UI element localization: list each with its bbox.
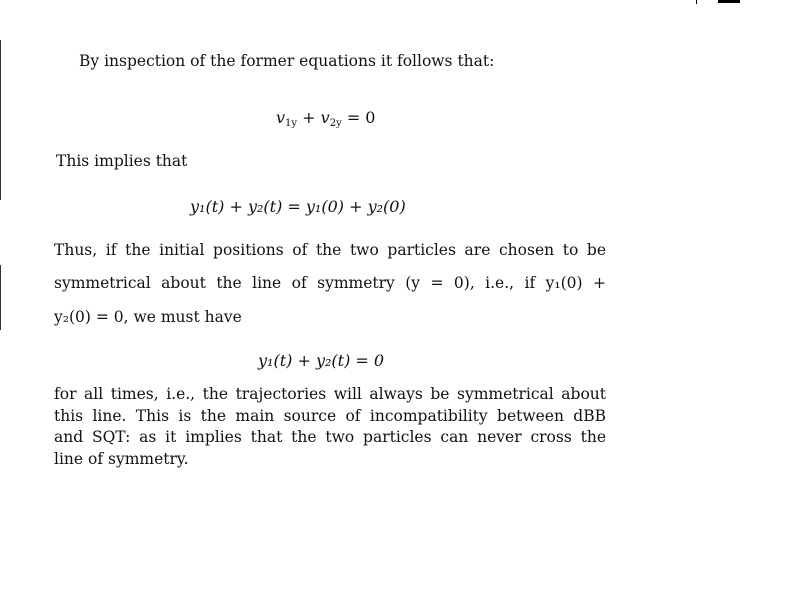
scan-artifact-top-right bbox=[718, 0, 740, 3]
scan-artifact-left-edge bbox=[0, 40, 1, 200]
paragraph-symmetry-condition bbox=[54, 240, 606, 328]
scan-artifact-right-tick bbox=[696, 0, 697, 4]
implies-sentence: This implies that bbox=[56, 152, 188, 170]
intro-sentence: By inspection of the former equations it follows that: bbox=[79, 52, 495, 70]
eq1-rhs: = 0 bbox=[346, 108, 376, 127]
scan-artifact-left-edge-lower bbox=[0, 265, 1, 330]
paragraph-1-line: y₂(0) = 0, we must have bbox=[54, 308, 242, 326]
eq1-term-b-subscript: 2y bbox=[329, 118, 342, 129]
paragraph-2-line: this line. This is the main source of incompatibility between dBB bbox=[54, 406, 606, 425]
paragraph-2-line: line of symmetry. bbox=[54, 449, 189, 468]
paragraph-incompatibility bbox=[54, 384, 606, 470]
eq1-term-a-subscript: 1y bbox=[285, 118, 298, 129]
equation-zero-sum: y₁(t) + y₂(t) = 0 bbox=[258, 351, 385, 370]
paragraph-2-line: for all times, i.e., the trajectories will always be symmetrical about bbox=[54, 385, 606, 403]
paragraph-1-line: symmetrical about the line of symmetry (y = 0), i.e., if y₁(0) + bbox=[54, 274, 606, 292]
eq1-term-b: v bbox=[320, 108, 330, 127]
equation-position-conservation: y₁(t) + y₂(t) = y₁(0) + y₂(0) bbox=[190, 197, 406, 216]
paragraph-1-line: Thus, if the initial positions of the two particles are chosen to be bbox=[54, 241, 606, 259]
eq1-term-a: v bbox=[276, 108, 286, 127]
eq1-plus: + bbox=[302, 108, 316, 127]
paragraph-2-line: and SQT: as it implies that the two particles can never cross the bbox=[54, 428, 606, 446]
equation-velocity-sum bbox=[276, 108, 375, 129]
